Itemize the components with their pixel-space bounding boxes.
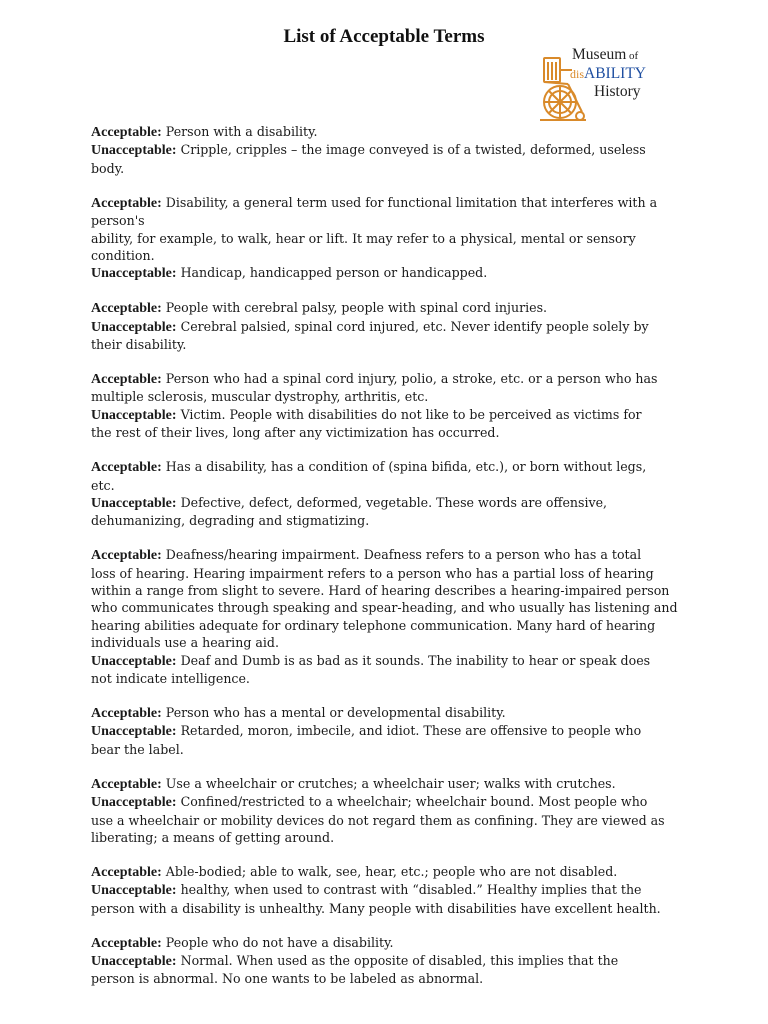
unacceptable-label: Unacceptable: xyxy=(91,143,177,159)
unacceptable-text: Confined/restricted to a wheelchair; wheelchair bound. Most people who xyxy=(180,794,648,810)
term-entry xyxy=(91,863,681,917)
acceptable-text: hearing abilities adequate for ordinary telephone communication. Many hard of hearing xyxy=(91,617,656,633)
terms-list xyxy=(91,123,681,1004)
unacceptable-text: Cerebral palsied, spinal cord injured, etc. Never identify people solely by xyxy=(180,318,649,334)
unacceptable-line xyxy=(91,494,681,512)
unacceptable-line xyxy=(91,318,681,336)
unacceptable-line xyxy=(91,160,681,177)
acceptable-line xyxy=(91,388,681,405)
unacceptable-line xyxy=(91,793,681,811)
unacceptable-line xyxy=(91,141,681,159)
unacceptable-text: Retarded, moron, imbecile, and idiot. These are offensive to people who xyxy=(180,723,642,739)
unacceptable-line xyxy=(91,952,681,970)
acceptable-line xyxy=(91,565,681,582)
acceptable-line xyxy=(91,230,681,247)
term-entry xyxy=(91,123,681,177)
term-entry xyxy=(91,704,681,758)
unacceptable-label: Unacceptable: xyxy=(91,319,177,335)
acceptable-text: People who do not have a disability. xyxy=(165,934,394,950)
acceptable-text: multiple sclerosis, muscular dystrophy, arthritis, etc. xyxy=(91,389,429,405)
acceptable-text: People with cerebral palsy, people with spinal cord injuries. xyxy=(165,300,548,316)
logo-word-museum: Museum xyxy=(572,46,627,63)
unacceptable-text: their disability. xyxy=(91,337,187,353)
acceptable-label: Acceptable: xyxy=(91,776,162,792)
unacceptable-text: Handicap, handicapped person or handicapped. xyxy=(180,265,488,281)
unacceptable-label: Unacceptable: xyxy=(91,724,177,740)
term-entry xyxy=(91,458,681,530)
term-entry xyxy=(91,299,681,353)
page-title: List of Acceptable Terms xyxy=(283,26,485,47)
acceptable-line xyxy=(91,194,681,212)
acceptable-line xyxy=(91,370,681,388)
acceptable-text: within a range from slight to severe. Hard of hearing describes a hearing-impaired person xyxy=(91,583,670,599)
acceptable-line xyxy=(91,477,681,494)
acceptable-label: Acceptable: xyxy=(91,371,162,387)
unacceptable-text: Victim. People with disabilities do not like to be perceived as victims for xyxy=(180,406,642,422)
logo-wordmark xyxy=(570,46,646,100)
unacceptable-line xyxy=(91,406,681,424)
museum-logo xyxy=(538,46,658,128)
acceptable-label: Acceptable: xyxy=(91,195,162,211)
acceptable-line xyxy=(91,634,681,651)
unacceptable-line xyxy=(91,512,681,529)
unacceptable-line xyxy=(91,900,681,917)
unacceptable-text: body. xyxy=(91,160,125,176)
acceptable-line xyxy=(91,934,681,952)
acceptable-text: etc. xyxy=(91,477,115,493)
acceptable-text: Has a disability, has a condition of (spina bifida, etc.), or born without legs, xyxy=(165,459,647,475)
acceptable-text: who communicates through speaking and spear-heading, and who usually has listening and xyxy=(91,600,678,616)
acceptable-line xyxy=(91,775,681,793)
unacceptable-line xyxy=(91,741,681,758)
acceptable-text: Disability, a general term used for functional limitation that interferes with a xyxy=(165,194,658,210)
acceptable-text: Use a wheelchair or crutches; a wheelchair user; walks with crutches. xyxy=(165,775,616,791)
unacceptable-text: not indicate intelligence. xyxy=(91,671,250,687)
unacceptable-line xyxy=(91,652,681,670)
unacceptable-text: healthy, when used to contrast with “disabled.” Healthy implies that the xyxy=(180,882,642,898)
acceptable-line xyxy=(91,546,681,564)
acceptable-line xyxy=(91,582,681,599)
unacceptable-line xyxy=(91,881,681,899)
acceptable-text: Person who has a mental or developmental disability. xyxy=(165,704,506,720)
acceptable-line xyxy=(91,458,681,476)
acceptable-text: Deafness/hearing impairment. Deafness refers to a person who has a total xyxy=(165,547,642,563)
unacceptable-line xyxy=(91,970,681,987)
term-entry xyxy=(91,775,681,847)
unacceptable-text: Cripple, cripples – the image conveyed is of a twisted, deformed, useless xyxy=(180,142,646,158)
unacceptable-line xyxy=(91,424,681,441)
unacceptable-label: Unacceptable: xyxy=(91,495,177,511)
unacceptable-text: liberating; a means of getting around. xyxy=(91,829,335,845)
unacceptable-label: Unacceptable: xyxy=(91,795,177,811)
unacceptable-label: Unacceptable: xyxy=(91,953,177,969)
unacceptable-text: use a wheelchair or mobility devices do not regard them as confining. They are viewed as xyxy=(91,812,665,828)
logo-word-history: History xyxy=(594,83,641,100)
acceptable-label: Acceptable: xyxy=(91,125,162,140)
acceptable-text: person's xyxy=(91,213,145,229)
acceptable-label: Acceptable: xyxy=(91,705,162,721)
unacceptable-line xyxy=(91,336,681,353)
logo-word-ability: ABILITY xyxy=(584,65,647,82)
acceptable-label: Acceptable: xyxy=(91,548,162,564)
acceptable-line xyxy=(91,299,681,317)
acceptable-label: Acceptable: xyxy=(91,935,162,951)
unacceptable-text: Deaf and Dumb is as bad as it sounds. The inability to hear or speak does xyxy=(180,652,651,668)
acceptable-label: Acceptable: xyxy=(91,460,162,476)
unacceptable-text: bear the label. xyxy=(91,741,184,757)
acceptable-label: Acceptable: xyxy=(91,301,162,317)
unacceptable-label: Unacceptable: xyxy=(91,653,177,669)
acceptable-line xyxy=(91,599,681,616)
unacceptable-text: Defective, defect, deformed, vegetable. These words are offensive, xyxy=(180,494,608,510)
unacceptable-text: Normal. When used as the opposite of disabled, this implies that the xyxy=(180,952,619,968)
acceptable-text: loss of hearing. Hearing impairment refers to a person who has a partial loss of hearing xyxy=(91,565,654,581)
acceptable-text: Person who had a spinal cord injury, polio, a stroke, etc. or a person who has xyxy=(165,370,658,386)
unacceptable-line xyxy=(91,264,681,282)
acceptable-line xyxy=(91,247,681,264)
unacceptable-text: person is abnormal. No one wants to be labeled as abnormal. xyxy=(91,971,484,987)
acceptable-line xyxy=(91,704,681,722)
unacceptable-text: dehumanizing, degrading and stigmatizing. xyxy=(91,513,370,529)
acceptable-text: individuals use a hearing aid. xyxy=(91,635,279,651)
unacceptable-text: the rest of their lives, long after any victimization has occurred. xyxy=(91,425,500,441)
acceptable-line xyxy=(91,863,681,881)
acceptable-label: Acceptable: xyxy=(91,864,162,880)
unacceptable-label: Unacceptable: xyxy=(91,883,177,899)
term-entry xyxy=(91,370,681,442)
acceptable-line xyxy=(91,123,681,141)
unacceptable-line xyxy=(91,812,681,829)
acceptable-text: Able-bodied; able to walk, see, hear, etc.; people who are not disabled. xyxy=(165,863,618,879)
acceptable-text: Person with a disability. xyxy=(165,124,318,139)
unacceptable-line xyxy=(91,829,681,846)
term-entry xyxy=(91,194,681,283)
unacceptable-label: Unacceptable: xyxy=(91,407,177,423)
unacceptable-text: person with a disability is unhealthy. Many people with disabilities have excellent health. xyxy=(91,900,661,916)
logo-word-of: of xyxy=(626,50,639,62)
unacceptable-label: Unacceptable: xyxy=(91,266,177,282)
acceptable-line xyxy=(91,212,681,229)
term-entry xyxy=(91,546,681,687)
unacceptable-line xyxy=(91,722,681,740)
acceptable-line xyxy=(91,617,681,634)
term-entry xyxy=(91,934,681,988)
logo-word-dis: dis xyxy=(570,67,585,81)
acceptable-text: condition. xyxy=(91,247,155,263)
acceptable-text: ability, for example, to walk, hear or lift. It may refer to a physical, mental or sensory xyxy=(91,230,636,246)
unacceptable-line xyxy=(91,670,681,687)
